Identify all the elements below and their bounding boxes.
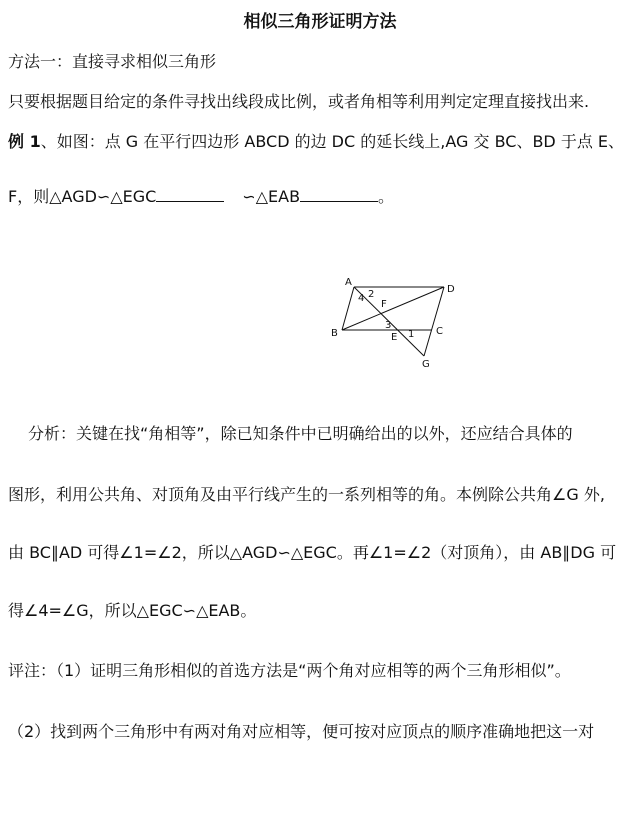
label-c: C [436, 326, 443, 337]
parallelogram-figure [318, 270, 468, 370]
comment-line-1: 评注：（1）证明三角形相似的首选方法是“两个角对应相等的两个三角形相似”。 [8, 661, 571, 680]
segment-ab [342, 287, 354, 330]
label-angle-1: 1 [408, 329, 415, 340]
label-angle-2: 2 [368, 289, 375, 300]
label-b: B [331, 328, 338, 339]
segment-dg [424, 287, 444, 356]
answer-blank-2[interactable] [300, 187, 378, 202]
example-text-2a: F，则 [8, 187, 50, 206]
method-heading: 方法一：直接寻求相似三角形 [8, 52, 217, 71]
analysis-line-2: 图形，利用公共角、对顶角及由平行线产生的一系列相等的角。本例除公共角∠G 外, [8, 485, 605, 504]
example-text-2d: 。 [378, 187, 395, 206]
example-line-1 [8, 132, 624, 152]
similar-eab: ∽△EAB [242, 187, 301, 206]
answer-blank-1[interactable] [156, 187, 224, 202]
analysis-line-3: 由 BC∥AD 可得∠1=∠2，所以△AGD∽△EGC。再∠1=∠2（对顶角），由 AB∥DG 可 [8, 543, 617, 562]
label-a: A [345, 277, 352, 288]
label-angle-4: 4 [358, 293, 365, 304]
example-label: 例 1 [8, 132, 41, 151]
analysis-line-1: 分析：关键在找“角相等”，除已知条件中已明确给出的以外，还应结合具体的 [28, 424, 573, 443]
label-e: E [391, 332, 398, 343]
label-f: F [381, 299, 387, 310]
similar-agd-egc: △AGD∽△EGC [49, 187, 157, 206]
example-text-1: 、如图：点 G 在平行四边形 ABCD 的边 DC 的延长线上,AG 交 BC、BD 于点 E、 [40, 132, 625, 151]
page-title: 相似三角形证明方法 [243, 12, 397, 32]
intro-text: 只要根据题目给定的条件寻找出线段成比例，或者角相等利用判定定理直接找出来. [8, 92, 590, 111]
example-line-2 [8, 187, 394, 207]
label-angle-3: 3 [385, 320, 392, 331]
comment-line-2: （2）找到两个三角形中有两对角对应相等，便可按对应顶点的顺序准确地把这一对 [8, 722, 595, 741]
label-d: D [447, 284, 455, 295]
analysis-line-4: 得∠4=∠G，所以△EGC∽△EAB。 [8, 601, 257, 620]
label-g: G [422, 359, 430, 370]
